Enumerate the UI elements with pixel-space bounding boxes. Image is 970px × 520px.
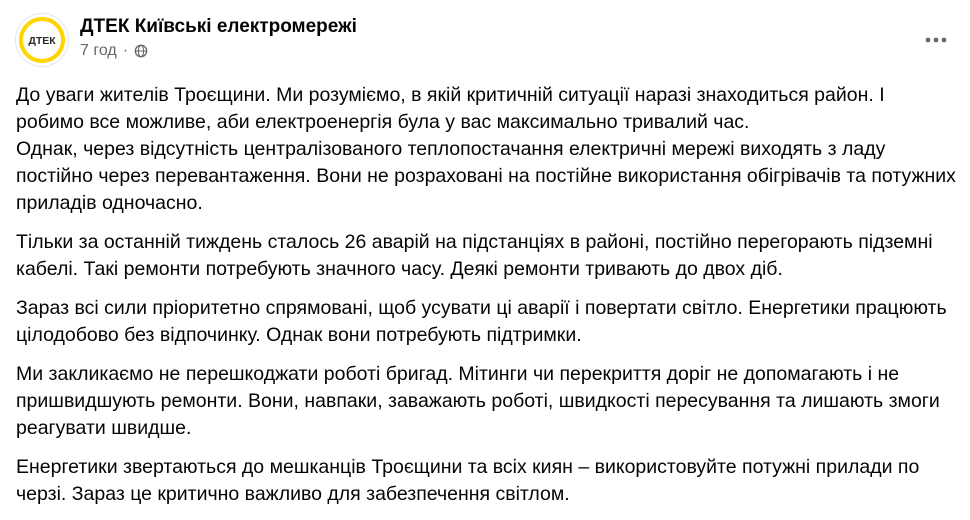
dtek-logo-icon bbox=[18, 16, 66, 64]
logo-text: ДТЕК bbox=[28, 35, 56, 47]
post-paragraph: Енергетики звертаються до мешканців Троєщини та всіх киян – використовуйте потужні прилади по черзі. Зараз це критично важливо для забезпечення світлом. bbox=[16, 456, 920, 505]
post-paragraph: Зараз всі сили пріоритетно спрямовані, щоб усувати ці аварії і повертати світло. Енергетики працюють цілодобово без відпочинку. Однак вони потребують підтримки. bbox=[16, 297, 947, 346]
post-paragraph: Ми закликаємо не перешкоджати роботі бригад. Мітинги чи перекриття доріг не допомагають і не пришвидшують ремонти. Вони, навпаки, заважають роботі, швидкості пересування та лишають змоги реагувати швидше. bbox=[16, 363, 940, 439]
meta-separator: · bbox=[122, 42, 129, 59]
post-paragraph: Тільки за останній тиждень сталось 26 аварій на підстанціях в районі, постійно перегорають підземні кабелі. Такі ремонти потребують значного часу. Деякі ремонти тривають до двох діб. bbox=[16, 231, 933, 280]
post-body bbox=[16, 82, 956, 520]
globe-icon bbox=[134, 44, 148, 58]
post-meta bbox=[80, 42, 148, 60]
post-paragraph: До уваги жителів Троєщини. Ми розуміємо, в якій критичній ситуації наразі знаходиться район. І робимо все можливе, аби електроенергія була у вас максимально тривалий час. Однак, через відсутність централізованого теплопостачання електричні мережі виходять з ладу постійно через перевантаження. Вони не розраховані на постійне використання обігрівачів та потужних приладів одночасно. bbox=[16, 84, 956, 214]
post-timestamp[interactable]: 7 год bbox=[80, 42, 117, 59]
more-horizontal-icon bbox=[925, 37, 947, 43]
post-header bbox=[16, 12, 954, 68]
more-options-button[interactable] bbox=[918, 24, 954, 56]
page-avatar[interactable] bbox=[16, 14, 68, 66]
page-name-link[interactable]: ДТЕК Київські електромережі bbox=[80, 16, 357, 37]
